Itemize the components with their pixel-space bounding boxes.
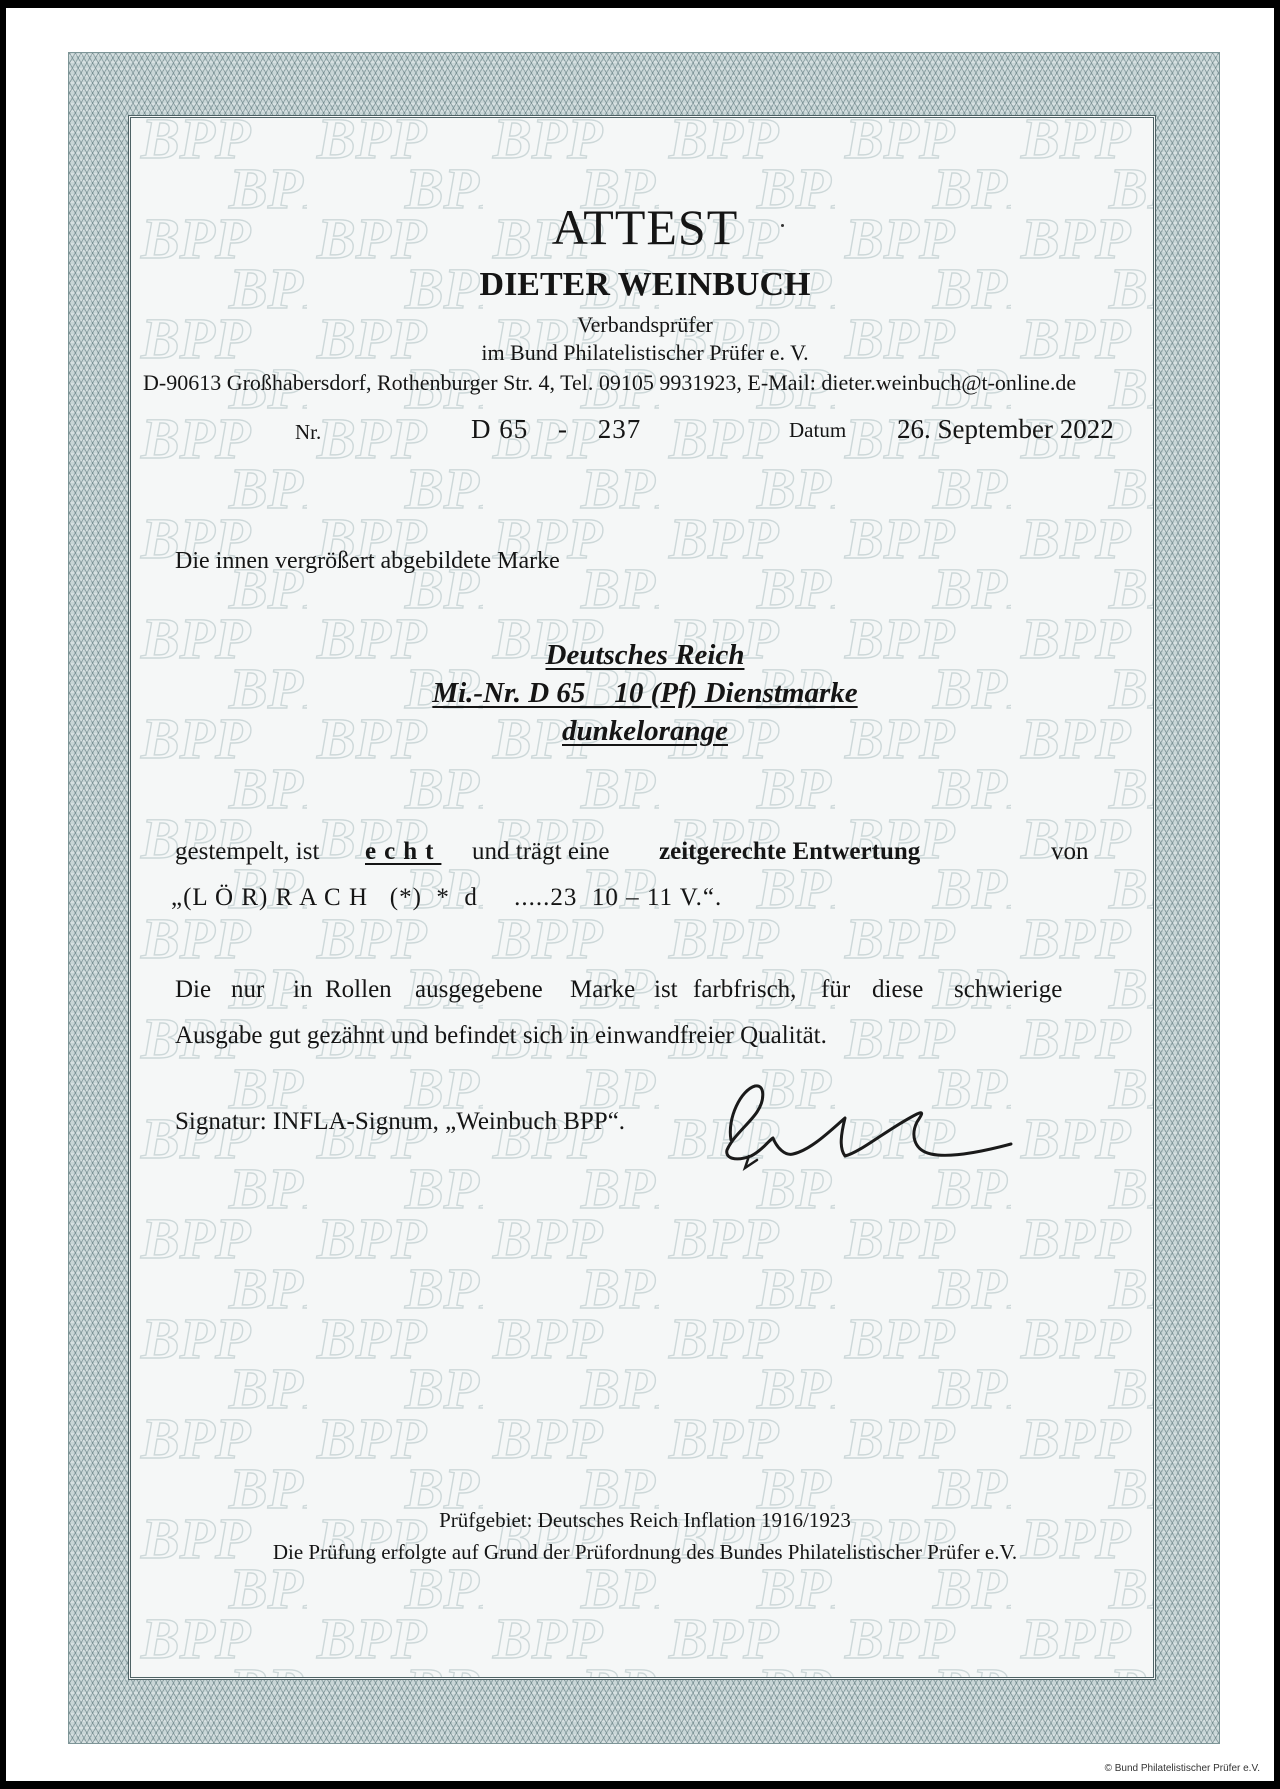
certificate-title: ATTEST (551, 199, 739, 255)
description-line-2: Ausgabe gut gezähnt und befindet sich in einwandfreier Qualität. (175, 1022, 827, 1049)
examiner-role: Verbandsprüfer (577, 312, 713, 337)
examination-territory: Prüfgebiet: Deutsches Reich Inflation 1916/1923 (439, 1508, 851, 1532)
number-part2: 237 (597, 414, 642, 444)
desc-word: Die (175, 976, 212, 1003)
desc-word: Marke (570, 976, 636, 1003)
examiner-name: DIETER WEINBUCH (479, 266, 811, 303)
desc-word: farbfrisch, (693, 976, 797, 1003)
verdict-connector: und trägt eine (472, 838, 610, 865)
desc-word: ausgegebene (415, 976, 543, 1003)
association-name: im Bund Philatelistischer Prüfer e. V. (481, 340, 809, 365)
date-label: Datum (789, 418, 847, 442)
desc-word: für (821, 976, 851, 1003)
number-dash: - (558, 414, 568, 444)
desc-word: in (293, 976, 313, 1003)
desc-word: nur (231, 976, 265, 1003)
number-part1: D 65 (471, 414, 529, 444)
certificate-number (471, 414, 641, 445)
stamp-color: dunkelorange (562, 715, 728, 747)
copyright-notice: © Bund Philatelistischer Prüfer e.V. (1104, 1763, 1260, 1774)
certificate-sheet (6, 8, 1274, 1781)
cancel-text: „(L Ö R) R A C H (*) * d .....23 10 – 11 V.“. (171, 884, 723, 911)
examiner-address: D-90613 Großhabersdorf, Rothenburger Str. 4, Tel. 09105 9931923, E-Mail: dieter.weinbuch@t-online.de (143, 370, 1077, 395)
verdict-condition: gestempelt, ist (175, 838, 320, 865)
stamp-intro: Die innen vergrößert abgebildete Marke (175, 548, 560, 574)
stamp-country: Deutsches Reich (545, 639, 745, 671)
verdict-cancel-type: zeitgerechte Entwertung (659, 838, 921, 865)
legal-basis: Die Prüfung erfolgte auf Grund der Prüfordnung des Bundes Philatelistischer Prüfer e.V. (272, 1540, 1018, 1564)
certificate-body (128, 115, 1156, 1680)
desc-word: diese (872, 976, 924, 1003)
verdict-result: echt (365, 838, 442, 865)
desc-word: Rollen (325, 976, 392, 1003)
certificate-date: 26. September 2022 (897, 414, 1114, 444)
desc-word: ist (654, 976, 678, 1003)
stamp-identification (131, 636, 1156, 750)
verdict-from: von (1051, 838, 1089, 865)
number-label: Nr. (295, 420, 322, 444)
stamp-catalog-number: Mi.-Nr. D 65 10 (Pf) Dienstmarke (432, 677, 858, 709)
signature-label: Signatur: INFLA-Signum, „Weinbuch BPP“. (175, 1108, 626, 1135)
handwritten-signature (721, 1078, 1021, 1173)
desc-word: schwierige (954, 976, 1063, 1003)
